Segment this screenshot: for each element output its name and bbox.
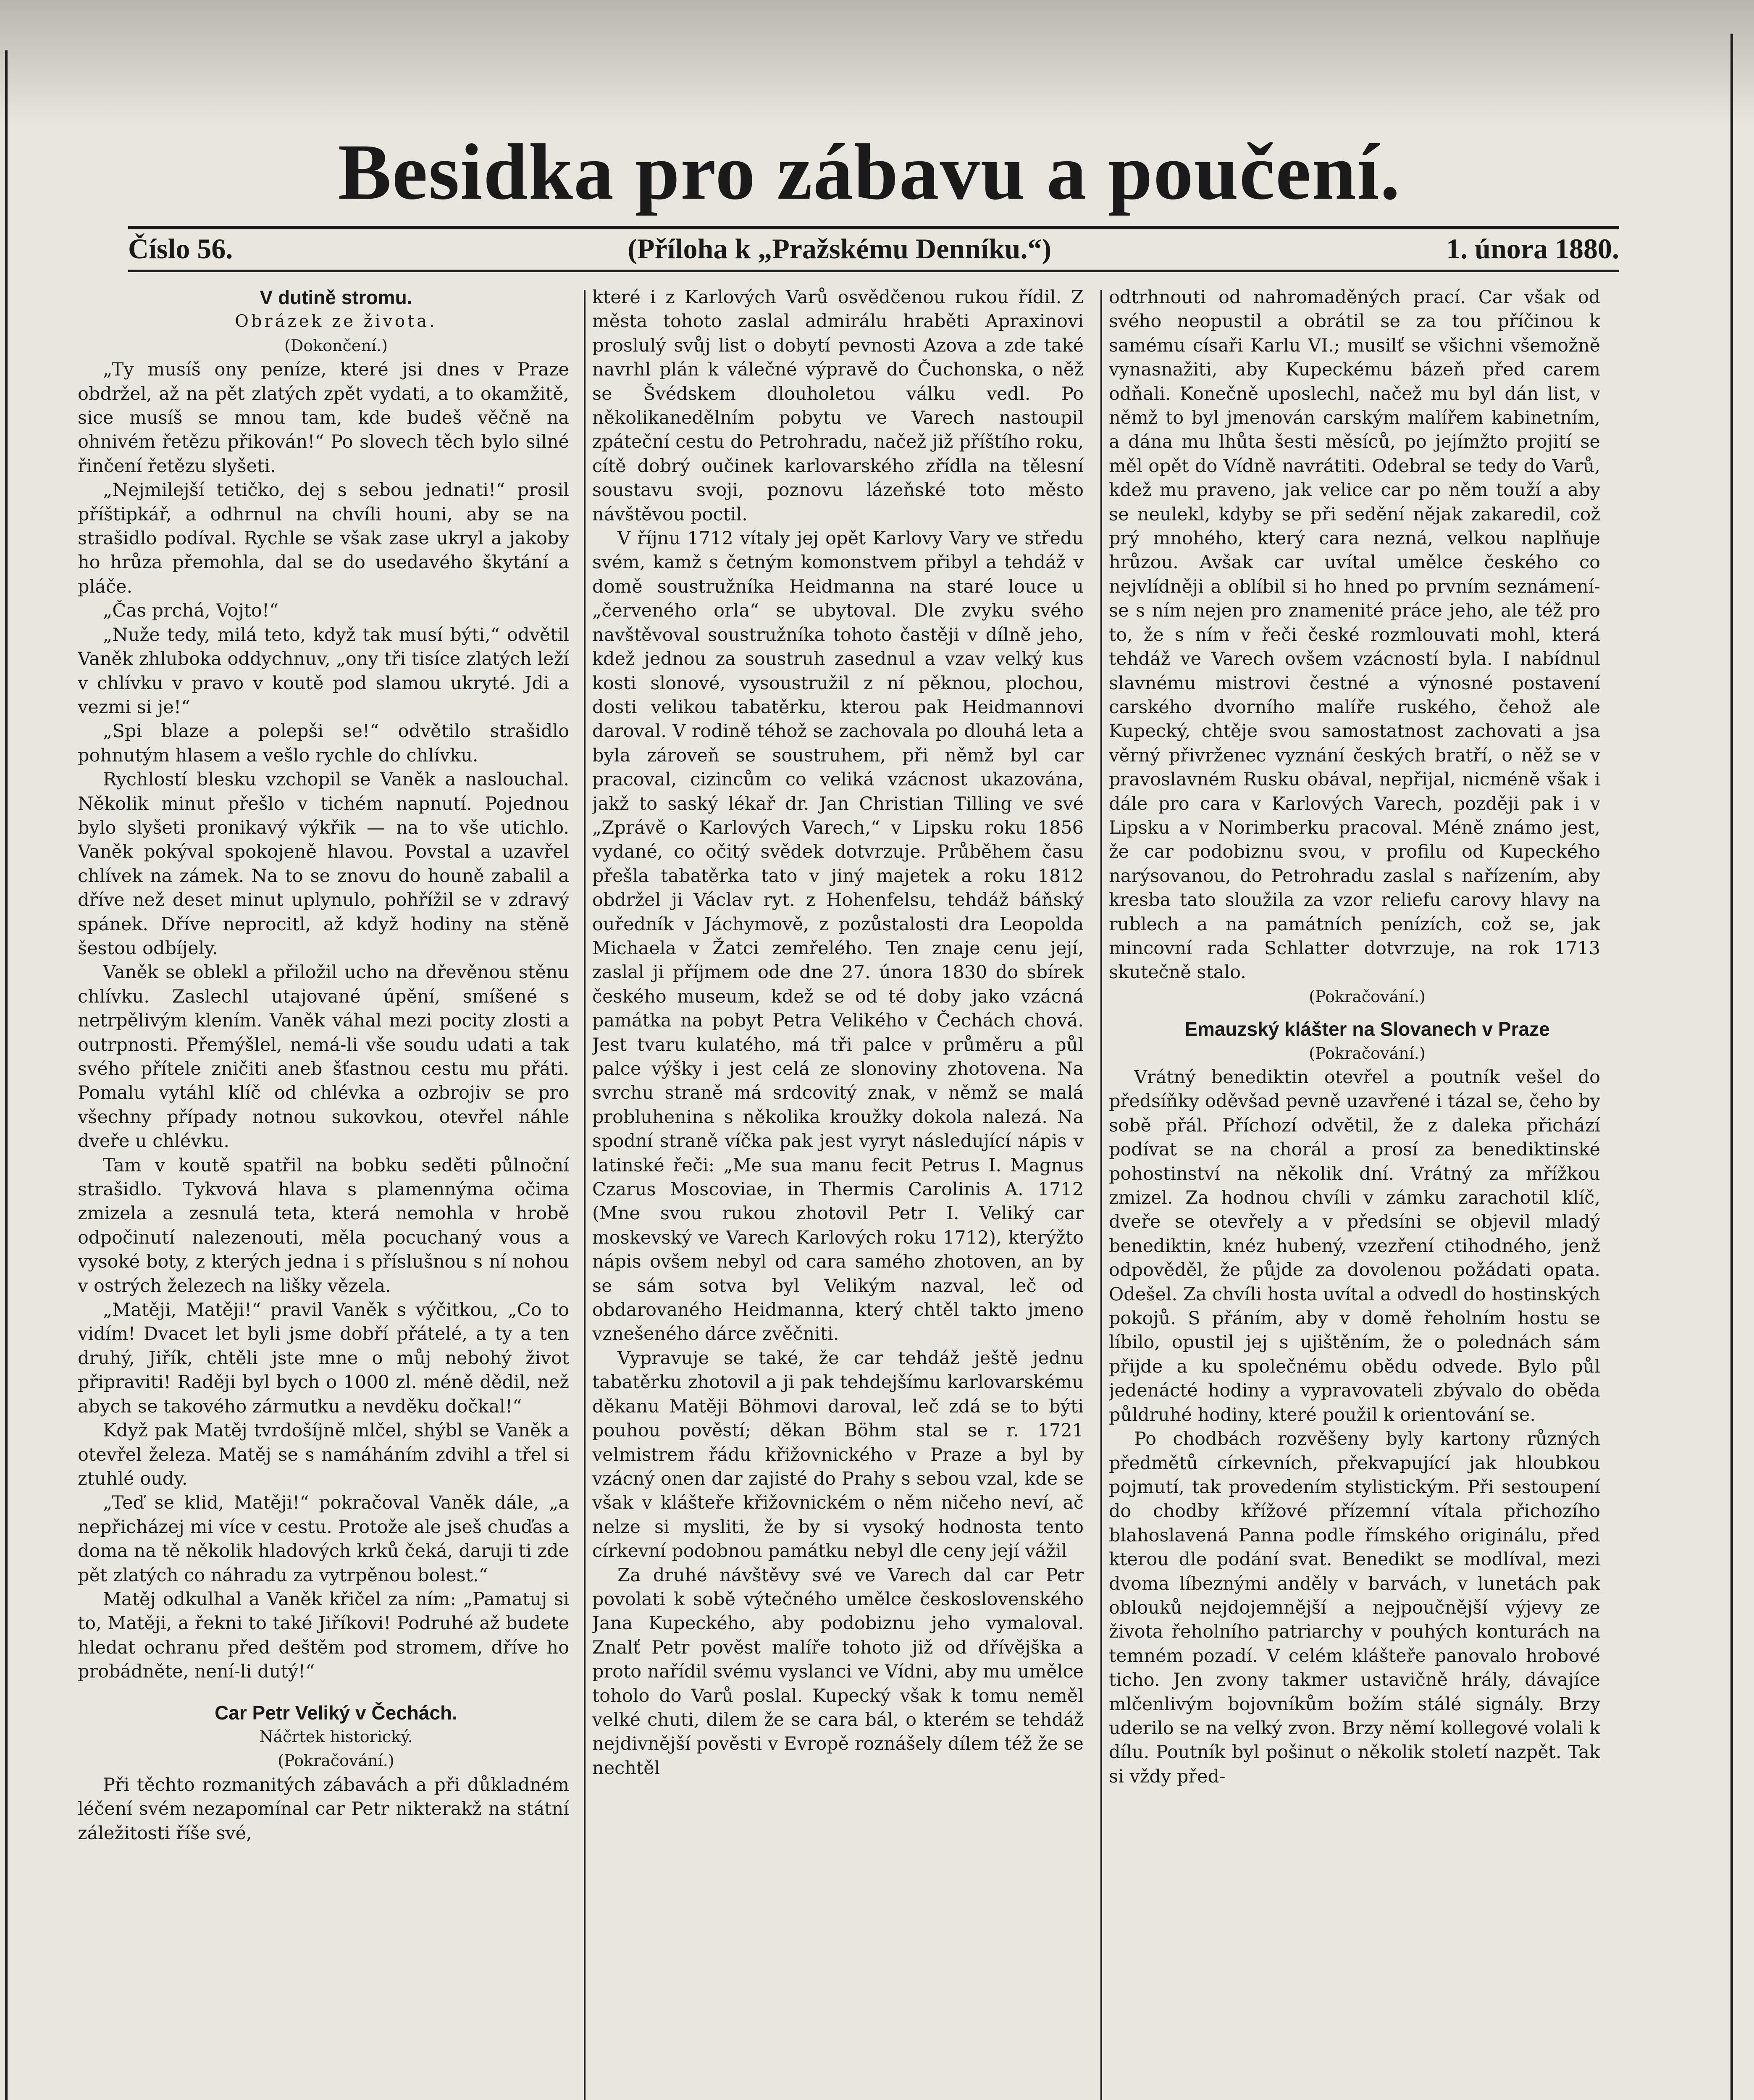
paragraph: Rychlostí blesku vzchopil se Vaněk a naslouchal. Několik minut přešlo v tichém napnutí. Pojednou bylo slyšeti pronikavý výkřik — na to vše utichlo. Vaněk pokýval spokojeně hlavou. Povstal a uzavřel chlívek na zámek. Na to se znovu do houně zabalil a dříve než deset minut uplynulo, pohřížil se v zdravý spánek. Dříve neprocitl, až když hodiny na stěně šestou odbíjely. <box>78 769 569 959</box>
column-divider <box>584 290 586 2100</box>
paragraph: „Nejmilejší tetičko, dej s sebou jednati!“ prosil příštipkář, a odhrnul na chvíli houni, aby se na strašidlo podíval. Rychle se však zase ukryl a jakoby ho hrůza přemohla, dal se do usedavého škytání a pláče. <box>78 480 569 597</box>
dateline <box>128 230 1619 267</box>
article-note: (Pokračování.) <box>1309 987 1426 1006</box>
masthead-rule-bottom <box>128 270 1619 272</box>
issue-date: 1. února 1880. <box>1446 232 1619 265</box>
column-1 <box>78 286 569 2100</box>
paragraph: V říjnu 1712 vítaly jej opět Karlovy Vary ve středu svém, kamž s četným komonstvem přibyl a tehdáž v domě soustružníka Heidmanna na staré louce u „červeného orla“ se ubytoval. Dle zvyku svého navštěvoval soustružníka tohoto častěji v dílně jeho, kdež jednou za soustruh zasednul a vzav velký kus kosti slonové, vysoustružil z ní pěknou, plochou, dosti velikou tabatěrku, kterou pak Heidmannovi daroval. V rodině téhož se zachovala po dlouhá leta a byla zároveň se soustruhem, při němž byl car pracoval, cizincům co veliká vzácnost ukazována, jakž to saský lékař dr. Jan Christian Tilling ve své „Zprávě o Karlových Varech,“ v Lipsku roku 1856 vydané, co očitý svědek dotvrzuje. Průběhem času přešla tabatěrka tato v jiný majetek a roku 1812 obdržel ji Václav ryt. z Hohenfelsu, tehdáž báňský ouředník v Jáchymově, z pozůstalosti dra Leopolda Michaela v Žatci zemřelého. Ten znaje cenu její, zaslal ji příjmem ode dne 27. února 1830 do sbírek českého museum, kdež se od té doby jako vzácná památka na pobyt Petra Velikého v Čechách chová. Jest tvaru kulatého, má tři palce v průměru a půl palce výšky i jest celá ze slonoviny zhotovena. Na svrchu straně má srdcovitý znak, v němž se malá probluhenina s několika kroužky dokola nalezá. Na spodní straně víčka pak jest vyryt následující nápis v latinské řeči: „Me sua manu fecit Petrus I. Magnus Czarus Moscoviae, in Thermis Carolinis A. 1712 (Mne svou rukou zhotovil Petr I. Veliký car moskevský ve Varech Karlových roku 1712), kterýžto nápis ovšem nebyl od cara samého zhotoven, an by se sám sotva byl Velikým nazval, leč od obdarovaného Heidmanna, který chtěl takto jmeno vznešeného dárce zvěčniti. <box>592 528 1084 1345</box>
issue-number: Číslo 56. <box>128 232 233 265</box>
column-divider <box>1100 290 1102 2100</box>
paragraph: „Spi blaze a polepši se!“ odvětilo strašidlo pohnutým hlasem a vešlo rychle do chlívku. <box>78 721 569 766</box>
paragraph: Za druhé návštěvy své ve Varech dal car Petr povolati k sobě výtečného umělce československého Jana Kupeckého, aby podobiznu jeho vymaloval. Znalť Petr pověst malíře tohoto již od dřívějška a proto nařídil svému vyslanci ve Vídni, aby mu umělce toholo do Varů poslal. Kupecký však k tomu neměl velké chuti, dilem že se cara bál, o kterém se tehdáž nejdivnější pověsti v Evropě roznášely dílem též že se nechtěl <box>592 1564 1084 1779</box>
paragraph: Vypravuje se také, že car tehdáž ještě jednu tabatěrku zhotovil a ji pak tehdejšímu karlovarskému děkanu Matěji Böhmovi daroval, leč zdá se to býti pouhou pověstí; děkan Böhm stal se r. 1721 velmistrem řádu křižovnického v Praze a byl by vzácný onen dar zajisté do Prahy s sebou vzal, kde se však v klášteře křižovnickém o něm ničeho neví, ač nelze si mysliti, že by si vysoký hodnosta tento církevní podobnou památku nebyl dle ceny její vážil <box>592 1347 1084 1562</box>
article-note: (Dokončení.) <box>284 336 388 355</box>
page-border-right <box>1730 34 1733 2100</box>
paragraph: Matěj odkulhal a Vaněk křičel za ním: „Pamatuj si to, Matěji, a řekni to také Jiříkovi! Podruhé až budete hledat ochranu před deštěm pod stromem, dříve ho probádněte, není-li dutý!“ <box>78 1588 569 1683</box>
paragraph: „Teď se klid, Matěji!“ pokračoval Vaněk dále, „a nepřicházej mi více v cestu. Protože ale jseš chuďas a doma na tě několik hladových krků čeká, daruji ti zde pět zlatých co náhradu za vytrpěnou bolest.“ <box>78 1492 569 1586</box>
paragraph: odtrhnouti od nahromaděných prací. Car však od svého neopustil a obrátil se za tou příčinou k samému císaři Karlu VI.; musilť se všichni všemožně vynasnažiti, aby Kupeckému bázeň před carem odňali. Konečně uposlechl, načež mu byl dán list, v němž to byl jmenován carským malířem kabinetním, a dána mu lhůta šesti měsíců, po jejímžto projití se měl opět do Vídně navrátiti. Odebral se tedy do Varů, kdež mu praveno, jak velice car po něm touží a aby se neulekl, kdyby se při sedění nějak zakaredil, což prý mnohého, který cara nezná, velkou naplňuje hrůzou. Avšak car uvítal umělce českého co nejvlídněji a oblíbil si ho hned po prvním seznámení-se s ním nejen pro znamenité práce jeho, ale též pro to, že s ním v řeči české rozmlouvati mohl, která tehdáž ve Varech ovšem vzácností byla. I nabídnul slavnému mistrovi čestné a výnosné postavení carského dvorního malíře ruského, čehož ale Kupecký, chtěje svou samostatnost zachovati a jsa věrný přivrženec vyznání českých bratří, o něž se v pravoslavném Rusku obával, nepřijal, nicméně však i dále pro cara v Karlových Varech, později pak i v Lipsku a v Norimberku pracoval. Méně známo jest, že car podobiznu svou, v profilu od Kupeckého narýsovanou, do Petrohradu zaslal s nařízením, aby kresba tato sloužila za vzor reliefu carovy hlavy na rublech a na památních penízích, což se, jak mincovní rada Schlatter dotvrzuje, na rok 1713 skutečně stalo. <box>1109 287 1600 983</box>
paragraph: Vrátný benediktin otevřel a poutník vešel do předsíňky oděvšad pevně uzavřené i tázal se, čeho by sobě přál. Příchozí odvětil, že z daleka přichází podívat se na chorál a prosí za benediktinské pohostinství na několik dní. Vrátný za mřížkou zmizel. Za hodnou chvíli v zámku zarachotil klíč, dveře se otevřely a v předsíni se objevil mladý benediktin, knéz hubený, vzezření ctihodného, jenž odpověděl, že půjde za dovolenou požádati opata. Odešel. Za chvíli hosta uvítal a odvedl do hostinských pokojů. S přáním, aby v domě řeholním hostu se líbilo, opustil jej s ujištěním, že o polednách sám přijde a ku společnému obědu odvede. Bylo půl jedenácté hodiny a vypravovateli zbývalo do oběda půldruhé hodiny, které použil k orientování se. <box>1109 1067 1600 1425</box>
paragraph: „Čas prchá, Vojto!“ <box>103 600 279 622</box>
paragraph: Tam v koutě spatřil na bobku seděti půlnoční strašidlo. Tykvová hlava s plamennýma očima zmizela a zesnulá teta, která nemohla v hrobě odpočinutí nalezenouti, měla pocuchaný vous a vysoké boty, z kterých jedna i s příslušnou s ní nohou v ostrých železech na lišky vězela. <box>78 1155 569 1297</box>
paragraph: „Nuže tedy, milá teto, když tak musí býti,“ odvětil Vaněk zhluboka oddychnuv, „ony tři tisíce zlatých leží v chlívku v pravo v koutě pod slamou ukryté. Jdi a vezmi si je!“ <box>78 624 569 718</box>
scan-shading <box>0 0 1754 126</box>
article-title: Car Petr Veliký v Čechách. <box>215 1701 457 1724</box>
paragraph: Při těchto rozmanitých zábavách a při důkladném léčení svém nezapomínal car Petr nikterakž na státní záležitosti říše své, <box>78 1774 569 1844</box>
paragraph: Vaněk se oblekl a přiložil ucho na dřevěnou stěnu chlívku. Zaslechl utajované úpění, smíšené s netrpělivým klením. Vaněk váhal mezi pocity zlosti a outrpnosti. Přemýšlel, nemá-li vše soudu udati a tak svého přítele zničiti aneb šťastnou cestu mu přáti. Pomalu vytáhl klíč od chlévka a ozbrojiv se pro všechny případy notnou sukovkou, otevřel náhle dveře u chlévku. <box>78 962 569 1152</box>
masthead-rule-top <box>128 226 1619 229</box>
article-subtitle: Náčrtek historický. <box>259 1727 413 1746</box>
column-2 <box>592 286 1084 2100</box>
supplement-note: (Příloha k „Pražskému Denníku.“) <box>628 232 1052 265</box>
paragraph: které i z Karlových Varů osvědčenou rukou řídil. Z města tohoto zaslal admirálu hraběti Apraxinovi proslulý svůj list o dobytí pevnosti Azova a zde také navrhl plán k válečné výpravě do Čuchonska, o něž se Švédskem dlouholetou válku vedl. Po několikanedělním pobytu ve Varech nastoupil zpáteční cestu do Petrohradu, načež již příštího roku, cítě dobrý oučinek karlovarského zřídla na tělesní soustavu svoji, poznovu lázeňské toto město návštěvou poctil. <box>592 287 1084 525</box>
column-3 <box>1109 286 1600 2100</box>
paragraph: Po chodbách rozvěšeny byly kartony různých předmětů církevních, překvapující jak hloubkou pojmutí, tak provedením stylistickým. Při sestoupení do chodby křížové přízemní vítala přichozího blahoslavená Panna podle římského originálu, před kterou dle podání svat. Benedikt se modlíval, mezi dvoma líbeznými anděly v barvách, v lunetách pak oblouků nejdojemnější a nejpoučnější výjevy ze života řeholního patriarchy v pouhých konturách na temném pozadí. V celém klášteře panovalo hrobové ticho. Jen zvony takmer ustavičně hrály, dávajíce mlčenlivým bojovníkům božím stálé signály. Brzy uderilo se na velký zvon. Brzy němí kollegové volali k dílu. Poutník byl pošinut o několik století nazpět. Tak si vždy před- <box>1109 1428 1600 1787</box>
paragraph: „Ty musíš ony peníze, které jsi dnes v Praze obdržel, až na pět zlatých zpět vydati, a to okamžitě, sice musíš se mnou tam, kde budeš věčně na ohnivém řetězu přikován!“ Po slovech těch bylo silné řinčení řetězu slyšeti. <box>78 359 569 477</box>
paragraph: Když pak Matěj tvrdošíjně mlčel, shýbl se Vaněk a otevřel železa. Matěj se s namáháním zdvihl a třel si ztuhlé oudy. <box>78 1420 569 1489</box>
page-border-left <box>5 50 8 2100</box>
article-title: V dutině stromu. <box>260 286 412 308</box>
masthead-title: Besidka pro zábavu a poučení. <box>338 128 1401 216</box>
article-note: (Pokračování.) <box>278 1751 394 1770</box>
paragraph: „Matěji, Matěji!“ pravil Vaněk s výčitkou, „Co to vidím! Dvacet let byli jsme dobří přátelé, a ty a ten druhý, Jiřík, chtěli jste mne o můj nebohý život připraviti! Raději byl bych o 1000 zl. méně dědil, než abych se takového zármutku a nevděku dočkal!“ <box>78 1299 569 1417</box>
article-subtitle: Obrázek ze života. <box>235 312 437 331</box>
article-note: (Pokračování.) <box>1309 1044 1426 1063</box>
article-title: Emauzský klášter na Slovanech v Praze <box>1184 1018 1550 1040</box>
